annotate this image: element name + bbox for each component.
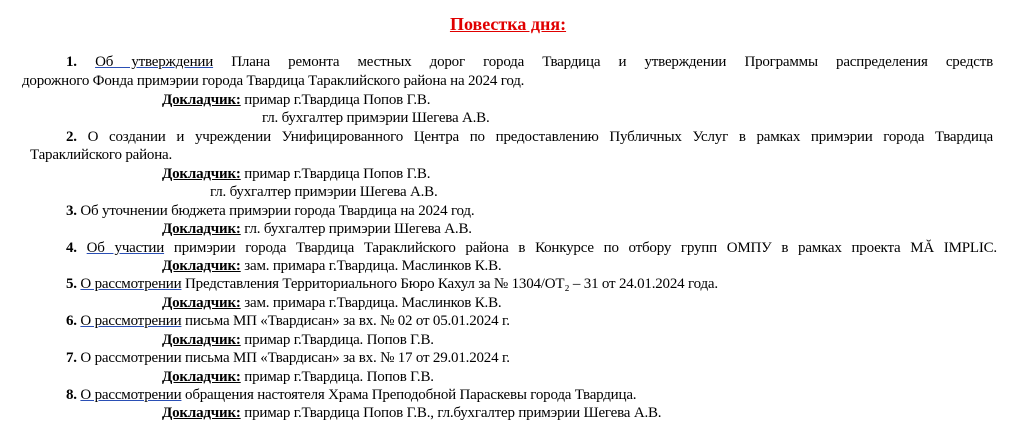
item-number: 4.	[66, 240, 77, 256]
reporter-label: Докладчик:	[162, 369, 241, 385]
item-number: 3.	[66, 203, 77, 219]
reporter-line	[162, 331, 434, 349]
reporter-label: Докладчик:	[162, 332, 241, 348]
item-text: примэрии города Твардица Тараклийского района в Конкурсе по отбору групп ОМПУ в рамках проекта MĂ IMPLIC.	[173, 240, 997, 256]
reporter: примар г.Твардица. Попов Г.В.	[244, 369, 434, 385]
item-text: обращения настоятеля Храма Преподобной Параскевы города Твардица.	[185, 387, 637, 403]
agenda-item-3	[66, 202, 474, 220]
reporter-label: Докладчик:	[162, 258, 241, 274]
item-number: 6.	[66, 313, 77, 329]
reporter-2: гл. бухгалтер примэрии Шегева А.В.	[262, 110, 490, 126]
reporter-line	[162, 220, 472, 238]
reporter-line	[162, 368, 434, 386]
item-number: 7.	[66, 350, 77, 366]
item-text: Об уточнении бюджета примэрии города Твардица на 2024 год.	[80, 203, 475, 219]
item-text: Представления Территориального Бюро Кахул за № 1304/ОТ₂ – 31 от 24.01.2024 года.	[185, 276, 718, 292]
reporter-label: Докладчик:	[162, 221, 241, 237]
item-lead: О рассмотрении	[80, 313, 182, 329]
reporter-2: гл. бухгалтер примэрии Шегева А.В.	[210, 184, 438, 200]
item-text: О создании и учреждении Унифицированного Центра по предоставлению Публичных Услуг в рамках примэрии города Твардица	[87, 129, 993, 145]
item-text: Плана ремонта местных дорог города Твардица и утверждении Программы распределения средств	[231, 54, 993, 70]
agenda-item-5	[66, 275, 718, 293]
agenda-item-6	[66, 312, 510, 330]
reporter: примар г.Твардица Попов Г.В.	[244, 92, 431, 108]
reporter-label: Докладчик:	[162, 405, 241, 421]
item-number: 1.	[66, 54, 77, 70]
agenda-item-8	[66, 386, 636, 404]
item-lead: О рассмотрении	[80, 387, 182, 403]
item-number: 5.	[66, 276, 77, 292]
reporter: примар г.Твардица Попов Г.В.	[244, 166, 431, 182]
agenda-item-7	[66, 349, 510, 367]
item-lead: Об участии	[86, 240, 165, 256]
item-number: 2.	[66, 129, 77, 145]
agenda-item-1	[66, 53, 993, 71]
agenda-item-4	[66, 239, 997, 257]
item-lead: О рассмотрении	[80, 276, 182, 292]
reporter-label: Докладчик:	[162, 166, 241, 182]
reporter-label: Докладчик:	[162, 295, 241, 311]
item-number: 8.	[66, 387, 77, 403]
reporter: зам. примара г.Твардица. Маслинков К.В.	[244, 295, 502, 311]
reporter: примар г.Твардица. Попов Г.В.	[244, 332, 434, 348]
reporter-line	[162, 294, 501, 312]
item-lead: Об утверждении	[95, 54, 214, 70]
reporter: гл. бухгалтер примэрии Шегева А.В.	[244, 221, 472, 237]
reporter-label: Докладчик:	[162, 92, 241, 108]
reporter: примар г.Твардица Попов Г.В., гл.бухгалтер примэрии Шегева А.В.	[244, 405, 662, 421]
reporter-line	[162, 91, 430, 109]
reporter-line	[162, 165, 430, 183]
item-text: письма МП «Твардисан» за вх. № 02 от 05.01.2024 г.	[185, 313, 510, 329]
item-text-cont: Тараклийского района.	[30, 147, 173, 163]
item-text-cont: дорожного Фонда примэрии города Твардица Тараклийского района на 2024 год.	[22, 73, 525, 89]
agenda-item-2	[66, 128, 993, 146]
reporter: зам. примара г.Твардица. Маслинков К.В.	[244, 258, 502, 274]
reporter-line	[162, 404, 661, 422]
reporter-line	[162, 257, 501, 275]
page-title: Повестка дня:	[449, 14, 567, 34]
item-text: О рассмотрении письма МП «Твардисан» за вх. № 17 от 29.01.2024 г.	[80, 350, 510, 366]
